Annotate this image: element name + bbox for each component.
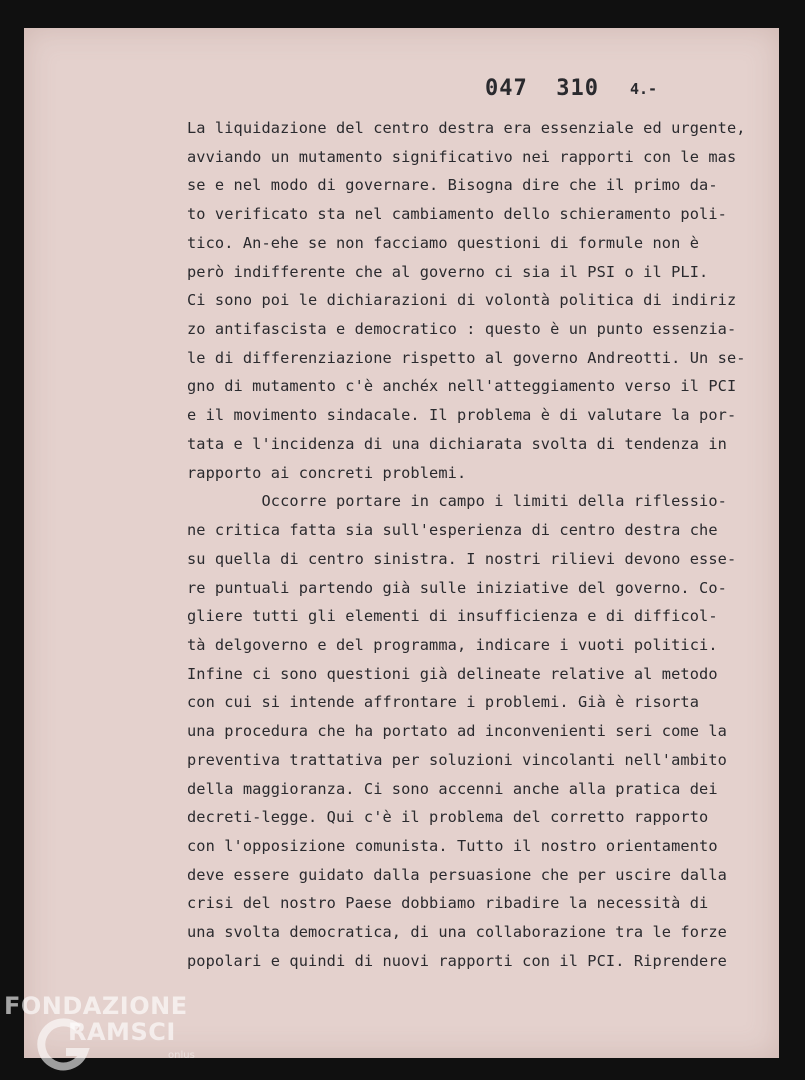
text-line: crisi del nostro Paese dobbiamo ribadire la necessità di	[187, 894, 709, 913]
document-number: 047 310	[485, 76, 599, 101]
text-line: rapporto ai concreti problemi.	[187, 463, 467, 482]
watermark-subtitle: RAMSCI	[68, 1018, 176, 1046]
text-line: La liquidazione del centro destra era essenziale ed urgente,	[187, 119, 746, 137]
text-line: gliere tutti gli elementi di insufficienza e di difficol-	[187, 607, 718, 626]
text-line: una procedura che ha portato ad inconvenienti seri come la	[187, 722, 727, 741]
text-line: però indifferente che al governo ci sia il PSI o il PLI.	[187, 262, 709, 281]
text-line: tata e l'incidenza di una dichiarata svolta di tendenza in	[187, 434, 727, 453]
text-line: Occorre portare in campo i limiti della riflessio-	[187, 492, 727, 511]
text-line: su quella di centro sinistra. I nostri rilievi devono esse-	[187, 549, 737, 568]
text-line: con l'opposizione comunista. Tutto il nostro orientamento	[187, 836, 718, 855]
watermark-title: FONDAZIONE	[4, 992, 188, 1020]
text-line: tico. An-ehe se non facciamo questioni di formule non è	[187, 233, 700, 252]
text-line: deve essere guidato dalla persuasione che per uscire dalla	[187, 865, 727, 884]
text-line: una svolta democratica, di una collaborazione tra le forze	[187, 923, 727, 942]
text-line: popolari e quindi di nuovi rapporti con il PCI. Riprendere	[187, 951, 727, 970]
text-line: re puntuali partendo già sulle iniziative del governo. Co-	[187, 578, 727, 597]
text-line: gno di mutamento c'è anchéx nell'atteggiamento verso il PCI	[187, 377, 737, 396]
text-line: preventiva trattativa per soluzioni vincolanti nell'ambito	[187, 750, 727, 769]
text-line: Ci sono poi le dichiarazioni di volontà politica di indiriz	[187, 291, 737, 310]
text-line: con cui si intende affrontare i problemi. Già è risorta	[187, 693, 700, 712]
text-line: le di differenziazione rispetto al governo Andreotti. Un se-	[187, 348, 746, 367]
text-line: zo antifascista e democratico : questo è un punto essenzia-	[187, 320, 737, 339]
watermark-suffix: onlus	[168, 1050, 195, 1061]
text-line: avviando un mutamento significativo nei rapporti con le mas	[187, 147, 737, 166]
text-line: se e nel modo di governare. Bisogna dire che il primo da-	[187, 176, 718, 195]
page-number: 4.-	[630, 80, 658, 98]
text-line: e il movimento sindacale. Il problema è di valutare la por-	[187, 406, 737, 425]
text-line: ne critica fatta sia sull'esperienza di centro destra che	[187, 521, 718, 540]
text-line: della maggioranza. Ci sono accenni anche alla pratica dei	[187, 779, 718, 798]
document-body	[187, 114, 777, 976]
text-line: decreti-legge. Qui c'è il problema del corretto rapporto	[187, 808, 709, 827]
text-line: to verificato sta nel cambiamento dello schieramento poli-	[187, 205, 727, 224]
fondazione-gramsci-watermark	[4, 992, 204, 1076]
text-line: tà delgoverno e del programma, indicare i vuoti politici.	[187, 635, 718, 654]
text-line: Infine ci sono questioni già delineate relative al metodo	[187, 664, 718, 683]
